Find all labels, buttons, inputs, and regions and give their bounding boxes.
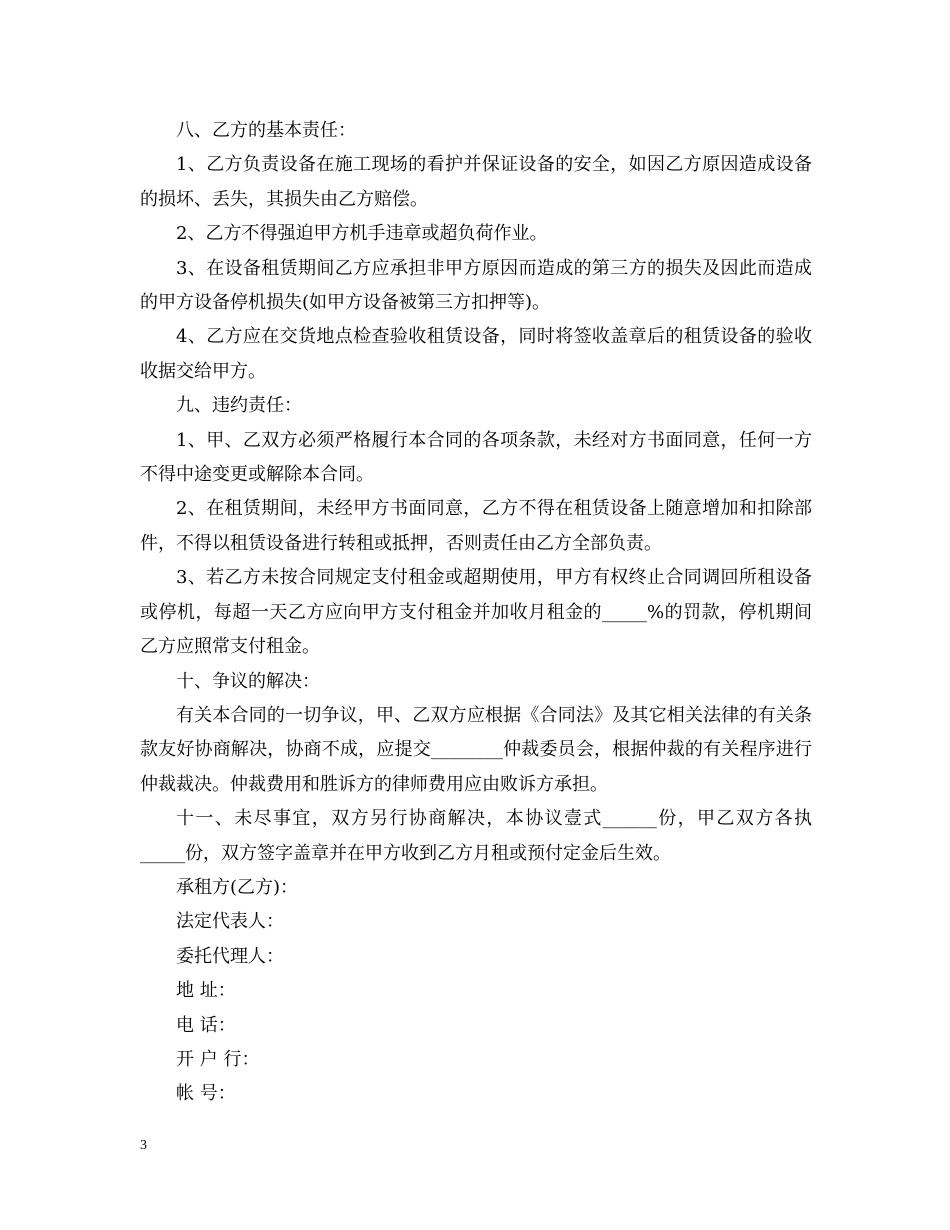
- section-heading-8: 八、乙方的基本责任：: [176, 120, 356, 141]
- paragraph-9-1: 1、甲、乙双方必须严格履行本合同的各项条款，未经对方书面同意，任何一方不得中途变更或解除本合同。: [140, 429, 812, 486]
- signature-bank: 开 户 行：: [176, 1048, 260, 1070]
- page-number: 3: [140, 1138, 147, 1153]
- document-body: [140, 114, 812, 1112]
- signature-lessee: 承租方(乙方)：: [176, 876, 299, 898]
- paragraph-8-2: 2、乙方不得强迫甲方机手违章或超负荷作业。: [176, 223, 548, 245]
- paragraph-8-4: 4、乙方应在交货地点检查验收租赁设备，同时将签收盖章后的租赁设备的验收收据交给甲方。: [140, 326, 812, 382]
- signature-account: 帐 号：: [176, 1083, 236, 1105]
- section-heading-9: 九、违约责任：: [176, 395, 302, 417]
- paragraph-9-2: 2、在租赁期间，未经甲方书面同意，乙方不得在租赁设备上随意增加和扣除部件，不得以租赁设备进行转租或抵押，否则责任由乙方全部负责。: [140, 498, 812, 554]
- paragraph-9-3: 3、若乙方未按合同规定支付租金或超期使用，甲方有权终止合同调回所租设备或停机，每超一天乙方应向甲方支付租金并加收月租金的_____%的罚款，停机期间乙方应照常支付租金。: [140, 567, 812, 658]
- paragraph-8-3: 3、在设备租赁期间乙方应承担非甲方原因而造成的第三方的损失及因此而造成的甲方设备停机损失(如甲方设备被第三方扣押等)。: [140, 257, 812, 314]
- paragraph-8-1: 1、乙方负责设备在施工现场的看护并保证设备的安全，如因乙方原因造成设备的损坏、丢失，其损失由乙方赔偿。: [140, 154, 812, 210]
- section-11: 十一、未尽事宜，双方另行协商解决，本协议壹式______份，甲乙双方各执_____份，双方签字盖章并在甲方收到乙方月租或预付定金后生效。: [140, 808, 812, 864]
- paragraph-10-1: 有关本合同的一切争议，甲、乙双方应根据《合同法》及其它相关法律的有关条款友好协商解决，协商不成，应提交________仲裁委员会，根据仲裁的有关程序进行仲裁裁决。仲裁费用和胜诉方的律师费用应由败诉方承担。: [140, 704, 812, 795]
- section-heading-10: 十、争议的解决：: [176, 670, 320, 692]
- signature-agent: 委托代理人：: [176, 945, 284, 967]
- signature-phone: 电 话：: [176, 1014, 236, 1036]
- signature-legal-rep: 法定代表人：: [176, 911, 284, 933]
- signature-address: 地 址：: [176, 980, 236, 1002]
